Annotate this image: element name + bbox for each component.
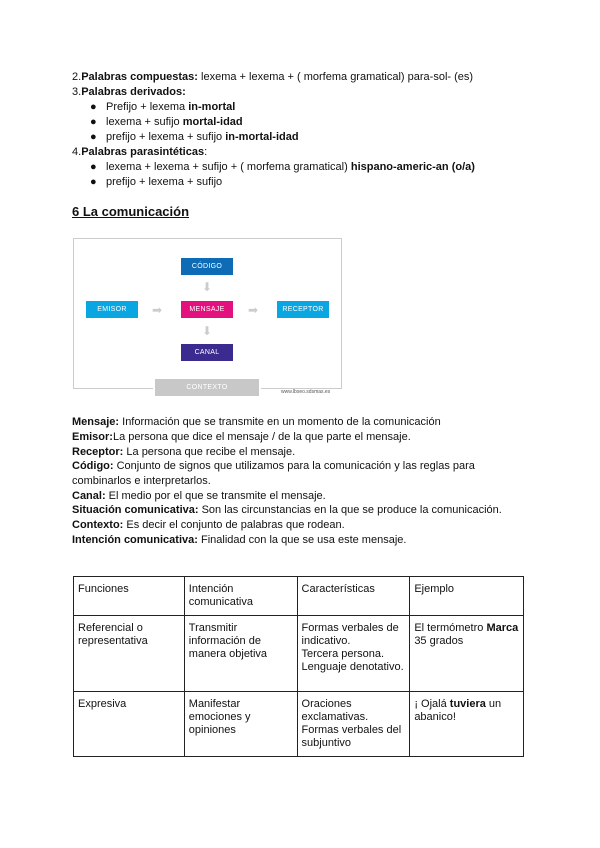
term: Emisor: — [72, 431, 113, 443]
cell-ejemplo — [410, 692, 524, 757]
definition — [72, 533, 406, 548]
bullet-item — [90, 160, 475, 175]
header-cell: Intención comunicativa — [184, 577, 297, 616]
text: La persona que recibe el mensaje. — [123, 446, 296, 458]
bold: Marca — [486, 622, 519, 634]
bullet-item — [90, 175, 222, 190]
text: Información que se transmite en un momento de la comunicación — [119, 416, 441, 428]
table-row — [74, 616, 524, 692]
bullet-item — [90, 130, 299, 145]
text: lexema + sufijo — [106, 116, 183, 128]
diagram-caption: www.lbseo.sdsmas.es — [281, 389, 331, 395]
bold: in-mortal-idad — [225, 131, 299, 143]
header-cell: Características — [297, 577, 410, 616]
table-header-row — [74, 577, 524, 616]
text: lexema + lexema + sufijo + ( morfema gramatical) — [106, 161, 351, 173]
term: Intención comunicativa: — [72, 534, 198, 546]
bullet-item — [90, 100, 235, 115]
arrow-right-icon: ➡ — [248, 303, 259, 317]
term: Código: — [72, 460, 114, 472]
cell-intencion: Manifestar emociones y opiniones — [184, 692, 297, 757]
box-emisor: EMISOR — [86, 301, 138, 318]
num: 4. — [72, 146, 82, 158]
box-receptor: RECEPTOR — [277, 301, 329, 318]
definition — [72, 503, 502, 518]
box-canal: CANAL — [181, 344, 233, 361]
num: 2. — [72, 71, 82, 83]
definition — [72, 474, 211, 489]
bullet-icon: ● — [90, 116, 97, 128]
term: Canal: — [72, 490, 106, 502]
term: Situación comunicativa: — [72, 504, 199, 516]
text: Formas verbales de indicativo. — [301, 622, 399, 647]
bullet-icon: ● — [90, 131, 97, 143]
definition — [72, 489, 326, 504]
text: combinarlos e interpretarlos. — [72, 475, 211, 487]
arrow-right-icon: ➡ — [152, 303, 163, 317]
text: lexema + lexema + ( morfema gramatical) para-sol- (es) — [197, 71, 474, 83]
term: Palabras derivados: — [81, 86, 186, 98]
section-heading: 6 La comunicación — [72, 204, 190, 219]
list-item-derivados — [72, 85, 186, 100]
cell-funcion: Expresiva — [74, 692, 185, 757]
term: Palabras compuestas: — [81, 71, 198, 83]
text: un abanico! — [414, 698, 502, 723]
term: Contexto: — [72, 519, 124, 531]
text: Lenguaje denotativo. — [301, 661, 404, 673]
text: La persona que dice el mensaje / de la que parte el mensaje. — [112, 431, 411, 443]
bullet-icon: ● — [90, 101, 97, 113]
text: Es decir el conjunto de palabras que rodean. — [123, 519, 345, 531]
header-cell: Funciones — [74, 577, 185, 616]
text: El medio por el que se transmite el mensaje. — [105, 490, 326, 502]
text: Tercera persona. — [301, 648, 385, 660]
arrow-down-icon: ⬇ — [202, 324, 213, 338]
text: Formas verbales del subjuntivo — [301, 724, 402, 749]
term: Receptor: — [72, 446, 124, 458]
text: Conjunto de signos que utilizamos para la comunicación y las reglas para — [113, 460, 475, 472]
term: Mensaje: — [72, 416, 120, 428]
definition — [72, 430, 411, 445]
box-mensaje: MENSAJE — [181, 301, 233, 318]
frame-bottom — [73, 388, 153, 389]
cell-caracteristicas — [297, 616, 410, 692]
text: Son las circunstancias en la que se produce la comunicación. — [198, 504, 502, 516]
definition — [72, 459, 475, 474]
cell-ejemplo — [410, 616, 524, 692]
text: El termómetro — [414, 622, 487, 634]
bold: hispano-americ-an (o/a) — [350, 161, 475, 173]
num: 3. — [72, 86, 82, 98]
text: prefijo + lexema + sufijo — [106, 131, 226, 143]
bullet-icon: ● — [90, 161, 97, 173]
box-contexto: CONTEXTO — [155, 379, 259, 396]
definition — [72, 445, 295, 460]
text: Oraciones exclamativas. — [301, 698, 369, 723]
cell-funcion: Referencial o representativa — [74, 616, 185, 692]
bullet-item — [90, 115, 243, 130]
cell-caracteristicas — [297, 692, 410, 757]
term: Palabras parasintéticas — [81, 146, 205, 158]
definition — [72, 518, 345, 533]
text: ¡ Ojalá — [414, 698, 450, 710]
bullet-icon: ● — [90, 176, 97, 188]
box-codigo: CÓDIGO — [181, 258, 233, 275]
functions-table — [73, 576, 524, 757]
list-item-compuestas — [72, 70, 473, 85]
text: 35 grados — [414, 635, 464, 647]
bold: tuviera — [449, 698, 486, 710]
table-row — [74, 692, 524, 757]
bold: mortal-idad — [182, 116, 243, 128]
definition — [72, 415, 441, 430]
text: Finalidad con la que se usa este mensaje. — [197, 534, 407, 546]
arrow-down-icon: ⬇ — [202, 280, 213, 294]
cell-intencion: Transmitir información de manera objetiva — [184, 616, 297, 692]
text: : — [204, 146, 208, 158]
text: prefijo + lexema + sufijo — [106, 176, 223, 188]
list-item-parasinteticas — [72, 145, 207, 160]
bold: in-mortal — [188, 101, 236, 113]
header-cell: Ejemplo — [410, 577, 524, 616]
text: Prefijo + lexema — [106, 101, 189, 113]
